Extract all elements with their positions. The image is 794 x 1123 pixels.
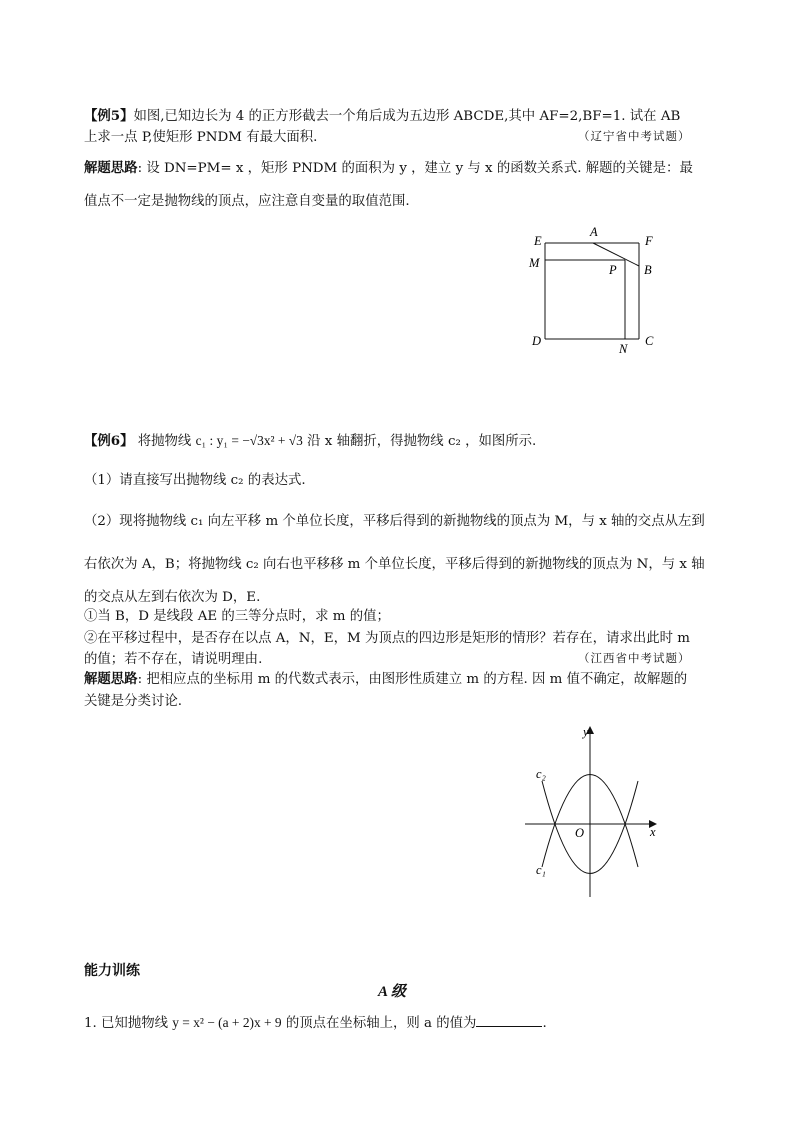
label-c1: c₁ (536, 863, 546, 877)
label-N: N (619, 342, 628, 356)
example6-source: （江西省中考试题） (578, 651, 691, 665)
label-y: y (583, 725, 589, 739)
example5-hint-line1: 解题思路: 设 DN=PM= x ，矩形 PNDM 的面积为 y ，建立 y 与 x 的函数关系式. 解题的关键是：最 (84, 160, 693, 176)
label-D: D (532, 334, 542, 348)
label-c2: c₂ (536, 767, 546, 781)
label-M: M (529, 256, 540, 270)
example5-line1: 【例5】如图,已知边长为 4 的正方形截去一个角后成为五边形 ABCDE,其中 AF=2,BF=1. 试在 AB (84, 108, 681, 124)
example6-q2-sub2-line2: 的值；若不存在，请说明理由. (84, 652, 263, 667)
example6-q2-sub1: ①当 B，D 是线段 AE 的三等分点时，求 m 的值； (84, 609, 390, 624)
example5-figure (520, 225, 660, 360)
example5-hint-label: 解题思路 (84, 160, 138, 176)
training-heading: 能力训练 (84, 963, 140, 979)
answer-blank[interactable] (476, 1014, 542, 1027)
example6-q2-line2: 右依次为 A，B；将抛物线 c₂ 向右也平移移 m 个单位长度，平移后得到的新抛物线的顶点为 N，与 x 轴 (84, 557, 705, 572)
example6-hint-label: 解题思路 (84, 671, 138, 687)
label-O: O (575, 826, 585, 840)
example6-formula: c₁ : y₁ = −√3x² + √3 (195, 433, 303, 448)
example6-tag: 【例6】 (84, 433, 134, 449)
label-C: C (645, 334, 654, 348)
label-A: A (590, 225, 598, 239)
example6-q2-line1: （2）现将抛物线 c₁ 向左平移 m 个单位长度，平移后得到的新抛物线的顶点为 M，与 x 轴的交点从左到 (84, 514, 705, 529)
training-q1-formula: y = x² − (a + 2)x + 9 (172, 1015, 282, 1030)
example5-hint-line2: 值点不一定是抛物线的顶点，应注意自变量的取值范围. (84, 194, 410, 209)
training-q1: 1. 已知抛物线 y = x² − (a + 2)x + 9 的顶点在坐标轴上，则 a 的值为 . (84, 1015, 547, 1031)
label-P: P (609, 263, 617, 277)
training-level: A 级 (378, 984, 406, 1000)
label-E: E (534, 234, 542, 248)
example5-source: （辽宁省中考试题） (578, 129, 691, 143)
label-F: F (645, 234, 653, 248)
example6-q2-sub2-line1: ②在平移过程中，是否存在以点 A，N，E，M 为顶点的四边形是矩形的情形？若存在，请求出此时 m (84, 631, 690, 646)
example5-line2: 上求一点 P,使矩形 PNDM 有最大面积. (84, 130, 318, 145)
example6-q1: （1）请直接写出抛物线 c₂ 的表达式. (84, 473, 306, 488)
example6-q2-line3: 的交点从左到右依次为 D，E. (84, 590, 261, 605)
example6-hint-line1: 解题思路: 把相应点的坐标用 m 的代数式表示，由图形性质建立 m 的方程. 因 m 值不确定，故解题的 (84, 671, 688, 687)
example6-figure (525, 722, 665, 902)
label-B: B (644, 263, 652, 277)
example6-line1: 【例6】 将抛物线 c₁ : y₁ = −√3x² + √3 沿 x 轴翻折，得抛物线 c₂ ，如图所示. (84, 433, 537, 449)
example6-hint-line2: 关键是分类讨论. (84, 694, 182, 709)
label-x: x (650, 825, 656, 839)
example5-tag: 【例5】 (84, 108, 134, 124)
